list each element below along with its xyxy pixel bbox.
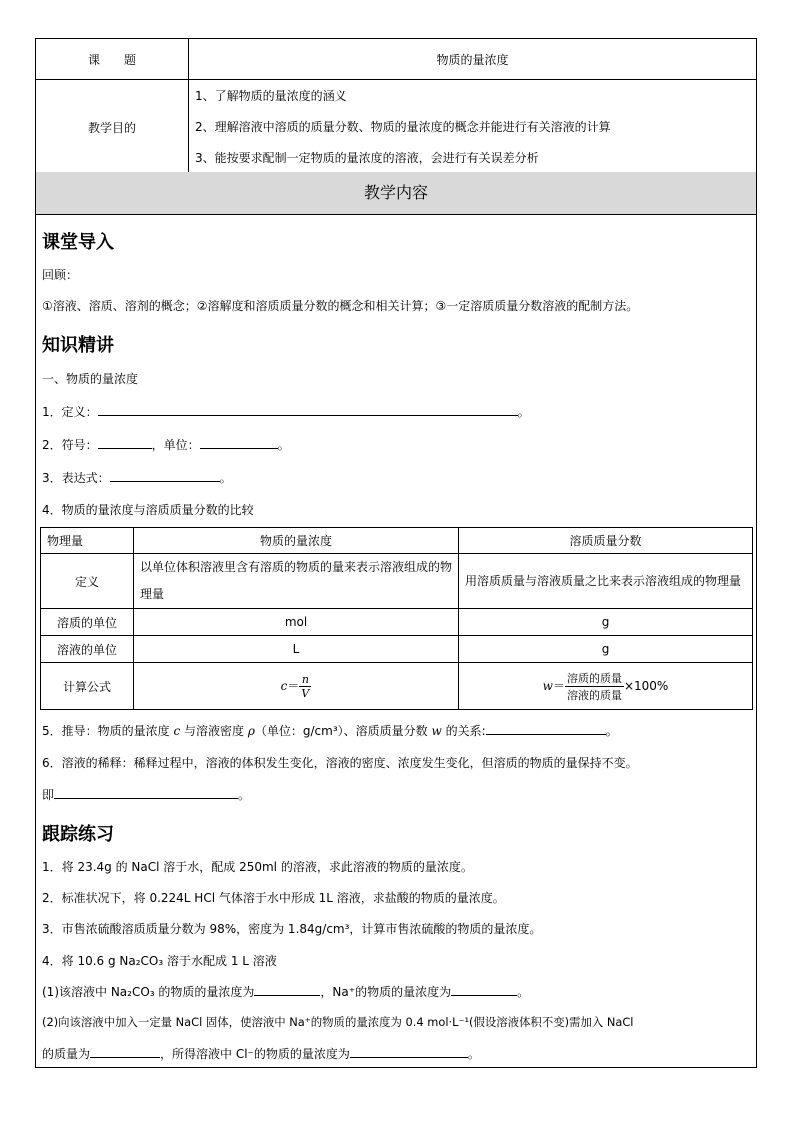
text: ，Na⁺的物质的量浓度为 bbox=[320, 985, 452, 999]
period: 。 bbox=[238, 788, 251, 802]
period: 。 bbox=[517, 405, 530, 419]
var-c: c bbox=[173, 724, 181, 738]
section-title: 一、物质的量浓度 bbox=[42, 372, 139, 386]
expression-line bbox=[42, 469, 232, 486]
period: 。 bbox=[467, 1047, 480, 1061]
row-label: 溶液的单位 bbox=[41, 636, 134, 663]
fraction bbox=[565, 670, 624, 703]
table-cell: g bbox=[459, 636, 753, 663]
numerator: n bbox=[299, 673, 311, 687]
practice-heading: 跟踪练习 bbox=[42, 824, 114, 845]
text: (1)该溶液中 Na₂CO₃ 的物质的量浓度为 bbox=[42, 985, 255, 999]
answer-blank[interactable] bbox=[54, 786, 238, 799]
symbol-line bbox=[42, 436, 290, 453]
fraction bbox=[299, 673, 311, 700]
table-header: 物理量 bbox=[41, 528, 134, 554]
denominator: 溶液的质量 bbox=[566, 688, 622, 702]
symbol-label: 2．符号： bbox=[42, 438, 98, 452]
question-2: 2．标准状况下，将 0.224L HCl 气体溶于水中形成 1L 溶液，求盐酸的物质的量浓度。 bbox=[42, 891, 505, 905]
table-cell: g bbox=[459, 609, 753, 636]
header-table bbox=[35, 38, 757, 176]
period: 。 bbox=[219, 471, 232, 485]
text: （单位：g/cm³）、溶质质量分数 bbox=[254, 724, 432, 738]
equals: ＝ bbox=[552, 678, 565, 693]
question-4-part-2-cont bbox=[42, 1045, 480, 1062]
answer-blank[interactable] bbox=[254, 983, 320, 996]
var-w: w bbox=[431, 724, 442, 738]
question-4-part-1 bbox=[42, 983, 529, 1000]
knowledge-heading: 知识精讲 bbox=[42, 335, 114, 356]
denominator: V bbox=[301, 686, 310, 700]
answer-blank[interactable] bbox=[451, 983, 517, 996]
table-cell: 用溶质质量与溶液质量之比来表示溶液组成的物理量 bbox=[459, 554, 753, 609]
answer-blank[interactable] bbox=[200, 436, 278, 449]
review-label: 回顾： bbox=[42, 268, 79, 282]
row-label: 定义 bbox=[41, 554, 134, 609]
row-label: 计算公式 bbox=[41, 663, 134, 710]
table-header: 溶质质量分数 bbox=[459, 528, 753, 554]
goal-item: 1、了解物质的量浓度的涵义 bbox=[195, 89, 347, 103]
row-label: 溶质的单位 bbox=[41, 609, 134, 636]
text: ，所得溶液中 Cl⁻的物质的量浓度为 bbox=[160, 1047, 350, 1061]
period: 。 bbox=[605, 724, 618, 738]
dilution-line: 6．溶液的稀释：稀释过程中，溶液的体积发生变化，溶液的密度、浓度发生变化，但溶质的物质的量保持不变。 bbox=[42, 756, 638, 770]
question-1: 1．将 23.4g 的 NaCl 溶于水，配成 250ml 的溶液，求此溶液的物质的量浓度。 bbox=[42, 860, 473, 874]
answer-blank[interactable] bbox=[486, 722, 606, 735]
answer-blank[interactable] bbox=[98, 436, 152, 449]
var-w: w bbox=[542, 678, 553, 693]
table-header: 物质的量浓度 bbox=[134, 528, 459, 554]
answer-blank[interactable] bbox=[110, 469, 220, 482]
equals: ＝ bbox=[287, 678, 300, 693]
comparison-title: 4．物质的量浓度与溶质质量分数的比较 bbox=[42, 503, 254, 517]
period: 。 bbox=[277, 438, 290, 452]
question-4-part-2: (2)向该溶液中加入一定量 NaCl 固体，使溶液中 Na⁺的物质的量浓度为 0.4 mol·L⁻¹(假设溶液体积不变)需加入 NaCl bbox=[42, 1015, 634, 1029]
derivation-line bbox=[42, 722, 618, 739]
text: 即 bbox=[42, 788, 55, 802]
numerator: 溶质的质量 bbox=[566, 671, 622, 685]
comparison-table bbox=[40, 527, 753, 710]
goals-label: 教学目的 bbox=[36, 80, 189, 176]
answer-blank[interactable] bbox=[350, 1045, 468, 1058]
review-text: ①溶液、溶质、溶剂的概念；②溶解度和溶质质量分数的概念和相关计算；③一定溶质质量分数溶液的配制方法。 bbox=[42, 299, 639, 313]
answer-blank[interactable] bbox=[98, 403, 518, 416]
intro-heading: 课堂导入 bbox=[42, 232, 114, 253]
question-3: 3．市售浓硫酸溶质质量分数为 98%，密度为 1.84g/cm³，计算市售浓硫酸的物质的量浓度。 bbox=[42, 922, 542, 936]
text: 与溶液密度 bbox=[180, 724, 248, 738]
dilution-eq-line bbox=[42, 786, 250, 803]
question-4: 4．将 10.6 g Na₂CO₃ 溶于水配成 1 L 溶液 bbox=[42, 954, 277, 968]
table-cell: L bbox=[134, 636, 459, 663]
goals-list bbox=[189, 80, 757, 176]
goal-item: 3、能按要求配制一定物质的量浓度的溶液，会进行有关误差分析 bbox=[195, 151, 539, 165]
percent-tail: ×100% bbox=[623, 678, 669, 693]
var-rho: ρ bbox=[247, 724, 255, 738]
answer-blank[interactable] bbox=[90, 1045, 160, 1058]
definition-line bbox=[42, 403, 530, 420]
topic-label: 课 题 bbox=[36, 39, 189, 80]
text: 的质量为 bbox=[42, 1047, 91, 1061]
table-cell: 以单位体积溶液里含有溶质的物质的量来表示溶液组成的物理量 bbox=[134, 554, 459, 609]
text: 的关系: bbox=[441, 724, 486, 738]
expression-label: 3．表达式： bbox=[42, 471, 110, 485]
goal-item: 2、理解溶液中溶质的质量分数、物质的量浓度的概念并能进行有关溶液的计算 bbox=[195, 120, 611, 134]
var-c: c bbox=[280, 678, 288, 693]
text: 5．推导：物质的量浓度 bbox=[42, 724, 174, 738]
content-title: 教学内容 bbox=[36, 172, 756, 215]
formula-c bbox=[134, 663, 459, 710]
unit-label: ，单位： bbox=[151, 438, 200, 452]
formula-w bbox=[459, 663, 753, 710]
definition-label: 1．定义： bbox=[42, 405, 98, 419]
topic-value: 物质的量浓度 bbox=[189, 39, 757, 80]
table-cell: mol bbox=[134, 609, 459, 636]
period: 。 bbox=[517, 985, 530, 999]
